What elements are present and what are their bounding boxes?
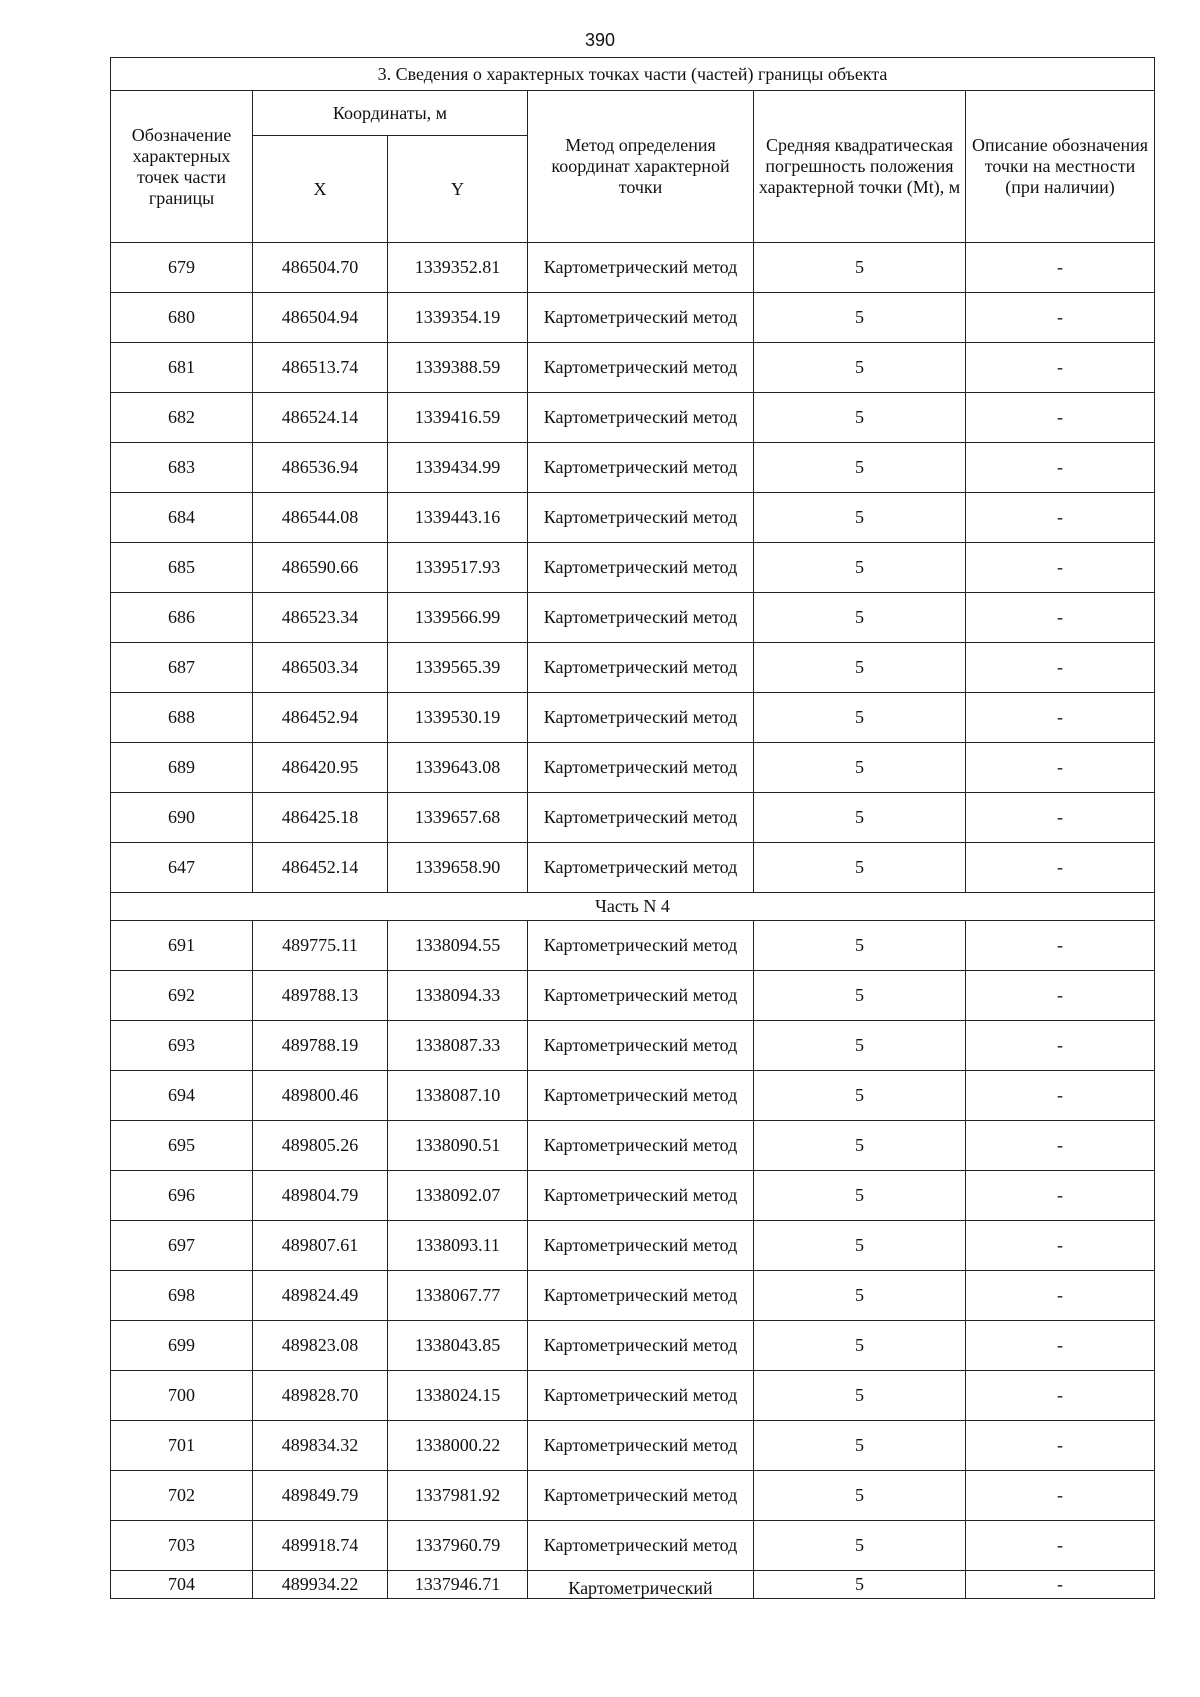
point-cell: 699 — [111, 1321, 253, 1371]
y-cell: 1339388.59 — [388, 343, 528, 393]
table-row — [111, 1521, 1155, 1571]
y-cell: 1337946.71 — [388, 1571, 528, 1599]
x-cell: 486452.14 — [253, 843, 388, 893]
description-cell: - — [966, 1071, 1155, 1121]
table-row — [111, 1021, 1155, 1071]
y-cell: 1339565.39 — [388, 643, 528, 693]
table-row — [111, 443, 1155, 493]
x-cell: 489788.13 — [253, 971, 388, 1021]
method-cell: Картометрический метод — [528, 971, 754, 1021]
method-cell: Картометрический метод — [528, 843, 754, 893]
accuracy-cell: 5 — [754, 343, 966, 393]
description-cell: - — [966, 693, 1155, 743]
table-row — [111, 1371, 1155, 1421]
y-cell: 1339657.68 — [388, 793, 528, 843]
description-cell: - — [966, 1421, 1155, 1471]
table-row — [111, 543, 1155, 593]
point-cell: 694 — [111, 1071, 253, 1121]
x-cell: 489805.26 — [253, 1121, 388, 1171]
accuracy-cell: 5 — [754, 693, 966, 743]
x-cell: 489807.61 — [253, 1221, 388, 1271]
point-cell: 683 — [111, 443, 253, 493]
method-cell: Картометрический метод — [528, 1121, 754, 1171]
description-cell: - — [966, 1271, 1155, 1321]
description-cell: - — [966, 643, 1155, 693]
description-cell: - — [966, 1371, 1155, 1421]
point-cell: 684 — [111, 493, 253, 543]
description-cell: - — [966, 743, 1155, 793]
description-cell: - — [966, 1471, 1155, 1521]
accuracy-cell: 5 — [754, 843, 966, 893]
method-cell: Картометрический метод — [528, 393, 754, 443]
description-cell: - — [966, 921, 1155, 971]
method-cell: Картометрический метод — [528, 1021, 754, 1071]
accuracy-cell: 5 — [754, 921, 966, 971]
method-cell: Картометрический метод — [528, 1221, 754, 1271]
accuracy-cell: 5 — [754, 1421, 966, 1471]
method-cell: Картометрический метод — [528, 643, 754, 693]
x-cell: 489934.22 — [253, 1571, 388, 1599]
accuracy-cell: 5 — [754, 1021, 966, 1071]
table-row — [111, 343, 1155, 393]
x-cell: 489804.79 — [253, 1171, 388, 1221]
x-cell: 486503.34 — [253, 643, 388, 693]
method-cell: Картометрический метод — [528, 1171, 754, 1221]
accuracy-cell: 5 — [754, 1171, 966, 1221]
accuracy-cell: 5 — [754, 1571, 966, 1599]
y-cell: 1338087.33 — [388, 1021, 528, 1071]
point-cell: 693 — [111, 1021, 253, 1071]
header-description: Описание обозначения точки на местности (при наличии) — [966, 91, 1155, 243]
y-cell: 1338094.55 — [388, 921, 528, 971]
accuracy-cell: 5 — [754, 971, 966, 1021]
accuracy-cell: 5 — [754, 1121, 966, 1171]
accuracy-cell: 5 — [754, 593, 966, 643]
description-cell: - — [966, 1171, 1155, 1221]
y-cell: 1339434.99 — [388, 443, 528, 493]
point-cell: 686 — [111, 593, 253, 643]
accuracy-cell: 5 — [754, 543, 966, 593]
method-cell: Картометрический метод — [528, 493, 754, 543]
y-cell: 1339566.99 — [388, 593, 528, 643]
accuracy-cell: 5 — [754, 393, 966, 443]
x-cell: 489823.08 — [253, 1321, 388, 1371]
accuracy-cell: 5 — [754, 1471, 966, 1521]
x-cell: 489824.49 — [253, 1271, 388, 1321]
x-cell: 486504.94 — [253, 293, 388, 343]
method-cell: Картометрический метод — [528, 743, 754, 793]
table-row — [111, 243, 1155, 293]
table-row — [111, 1571, 1155, 1599]
accuracy-cell: 5 — [754, 1371, 966, 1421]
accuracy-cell: 5 — [754, 643, 966, 693]
table-row — [111, 1471, 1155, 1521]
accuracy-cell: 5 — [754, 293, 966, 343]
y-cell: 1338000.22 — [388, 1421, 528, 1471]
table-row — [111, 1271, 1155, 1321]
point-cell: 647 — [111, 843, 253, 893]
method-cell: Картометрический метод — [528, 1521, 754, 1571]
y-cell: 1338093.11 — [388, 1221, 528, 1271]
x-cell: 489775.11 — [253, 921, 388, 971]
method-cell: Картометрический метод — [528, 243, 754, 293]
y-cell: 1338087.10 — [388, 1071, 528, 1121]
method-cell: Картометрический метод — [528, 1471, 754, 1521]
method-cell: Картометрический метод — [528, 293, 754, 343]
y-cell: 1338090.51 — [388, 1121, 528, 1171]
x-cell: 489849.79 — [253, 1471, 388, 1521]
table-row — [111, 393, 1155, 443]
table-row — [111, 921, 1155, 971]
description-cell: - — [966, 1571, 1155, 1599]
method-cell: Картометрический метод — [528, 1371, 754, 1421]
method-cell: Картометрический метод — [528, 1421, 754, 1471]
description-cell: - — [966, 493, 1155, 543]
x-cell: 486425.18 — [253, 793, 388, 843]
table-row — [111, 1221, 1155, 1271]
point-cell: 690 — [111, 793, 253, 843]
point-cell: 682 — [111, 393, 253, 443]
coordinates-table — [110, 57, 1155, 1599]
x-cell: 486590.66 — [253, 543, 388, 593]
table-body — [111, 243, 1155, 1599]
accuracy-cell: 5 — [754, 493, 966, 543]
table-row — [111, 593, 1155, 643]
x-cell: 486536.94 — [253, 443, 388, 493]
accuracy-cell: 5 — [754, 1221, 966, 1271]
header-accuracy: Средняя квадратическая погрешность положения характерной точки (Mt), м — [754, 91, 966, 243]
y-cell: 1339416.59 — [388, 393, 528, 443]
y-cell: 1338092.07 — [388, 1171, 528, 1221]
accuracy-cell: 5 — [754, 743, 966, 793]
table-row — [111, 743, 1155, 793]
point-cell: 703 — [111, 1521, 253, 1571]
accuracy-cell: 5 — [754, 1071, 966, 1121]
y-cell: 1339352.81 — [388, 243, 528, 293]
description-cell: - — [966, 1021, 1155, 1071]
x-cell: 486420.95 — [253, 743, 388, 793]
table-row — [111, 793, 1155, 843]
description-cell: - — [966, 843, 1155, 893]
accuracy-cell: 5 — [754, 443, 966, 493]
table-row — [111, 1321, 1155, 1371]
y-cell: 1339354.19 — [388, 293, 528, 343]
table-row — [111, 843, 1155, 893]
x-cell: 489834.32 — [253, 1421, 388, 1471]
x-cell: 486544.08 — [253, 493, 388, 543]
method-cell: Картометрический метод — [528, 693, 754, 743]
x-cell: 486513.74 — [253, 343, 388, 393]
table-row — [111, 971, 1155, 1021]
y-cell: 1339643.08 — [388, 743, 528, 793]
point-cell: 704 — [111, 1571, 253, 1599]
part-label: Часть N 4 — [111, 893, 1155, 921]
y-cell: 1338067.77 — [388, 1271, 528, 1321]
point-cell: 702 — [111, 1471, 253, 1521]
x-cell: 486504.70 — [253, 243, 388, 293]
x-cell: 486524.14 — [253, 393, 388, 443]
method-cell: Картометрический метод — [528, 793, 754, 843]
description-cell: - — [966, 293, 1155, 343]
header-x: X — [253, 136, 388, 243]
method-cell: Картометрический метод — [528, 443, 754, 493]
description-cell: - — [966, 543, 1155, 593]
y-cell: 1338094.33 — [388, 971, 528, 1021]
point-cell: 681 — [111, 343, 253, 393]
table-row — [111, 493, 1155, 543]
description-cell: - — [966, 793, 1155, 843]
accuracy-cell: 5 — [754, 1321, 966, 1371]
description-cell: - — [966, 343, 1155, 393]
description-cell: - — [966, 593, 1155, 643]
table-row — [111, 693, 1155, 743]
x-cell: 489828.70 — [253, 1371, 388, 1421]
method-cell: Картометрический метод — [528, 1071, 754, 1121]
x-cell: 486523.34 — [253, 593, 388, 643]
method-cell: Картометрический метод — [528, 1321, 754, 1371]
description-cell: - — [966, 1221, 1155, 1271]
accuracy-cell: 5 — [754, 243, 966, 293]
x-cell: 486452.94 — [253, 693, 388, 743]
accuracy-cell: 5 — [754, 1521, 966, 1571]
y-cell: 1339517.93 — [388, 543, 528, 593]
description-cell: - — [966, 1321, 1155, 1371]
header-method: Метод определения координат характерной точки — [528, 91, 754, 243]
y-cell: 1337960.79 — [388, 1521, 528, 1571]
method-cell: Картометрический метод — [528, 543, 754, 593]
method-cell: Картометрический метод — [528, 343, 754, 393]
part-label-row — [111, 893, 1155, 921]
description-cell: - — [966, 971, 1155, 1021]
accuracy-cell: 5 — [754, 1271, 966, 1321]
x-cell: 489918.74 — [253, 1521, 388, 1571]
point-cell: 700 — [111, 1371, 253, 1421]
table-row — [111, 293, 1155, 343]
table-row — [111, 1421, 1155, 1471]
table-header — [111, 58, 1155, 243]
point-cell: 679 — [111, 243, 253, 293]
description-cell: - — [966, 393, 1155, 443]
method-cell: Картометрический метод — [528, 1271, 754, 1321]
point-cell: 680 — [111, 293, 253, 343]
point-cell: 696 — [111, 1171, 253, 1221]
point-cell: 695 — [111, 1121, 253, 1171]
method-cell: Картометрический метод — [528, 593, 754, 643]
method-cell: Картометрический метод — [528, 921, 754, 971]
description-cell: - — [966, 1121, 1155, 1171]
point-cell: 701 — [111, 1421, 253, 1471]
method-cell: Картометрический — [528, 1571, 754, 1599]
description-cell: - — [966, 243, 1155, 293]
accuracy-cell: 5 — [754, 793, 966, 843]
point-cell: 687 — [111, 643, 253, 693]
y-cell: 1338043.85 — [388, 1321, 528, 1371]
table-row — [111, 1171, 1155, 1221]
x-cell: 489800.46 — [253, 1071, 388, 1121]
table-row — [111, 1071, 1155, 1121]
y-cell: 1339658.90 — [388, 843, 528, 893]
table-row — [111, 643, 1155, 693]
point-cell: 689 — [111, 743, 253, 793]
point-cell: 685 — [111, 543, 253, 593]
page-number: 390 — [584, 30, 616, 50]
y-cell: 1339530.19 — [388, 693, 528, 743]
y-cell: 1339443.16 — [388, 493, 528, 543]
point-cell: 692 — [111, 971, 253, 1021]
header-coordinates: Координаты, м — [253, 91, 528, 136]
section-title: 3. Сведения о характерных точках части (частей) границы объекта — [111, 58, 1155, 91]
header-point: Обозначение характерных точек части границы — [111, 91, 253, 243]
description-cell: - — [966, 443, 1155, 493]
x-cell: 489788.19 — [253, 1021, 388, 1071]
header-y: Y — [388, 136, 528, 243]
point-cell: 697 — [111, 1221, 253, 1271]
point-cell: 688 — [111, 693, 253, 743]
table-row — [111, 1121, 1155, 1171]
y-cell: 1338024.15 — [388, 1371, 528, 1421]
y-cell: 1337981.92 — [388, 1471, 528, 1521]
point-cell: 698 — [111, 1271, 253, 1321]
point-cell: 691 — [111, 921, 253, 971]
description-cell: - — [966, 1521, 1155, 1571]
